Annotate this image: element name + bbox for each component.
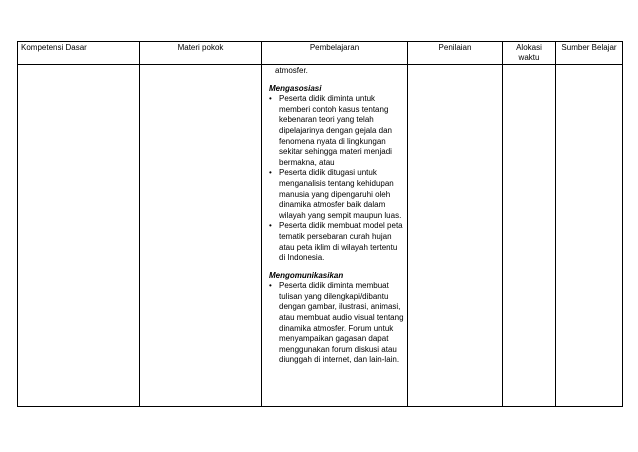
continued-text: atmosfer. [275,66,308,75]
list-item: • Peserta didik membuat model peta tematik persebaran curah hujan atau peta iklim di wilayah tertentu di Indonesia. [269,221,403,263]
cell-penilaian [408,65,503,407]
mengomunikasikan-list [269,281,404,366]
cell-alokasi-waktu [503,65,556,407]
section-title-mengasosiasi: Mengasosiasi [269,83,322,93]
bullet-icon: • [269,94,272,104]
list-item: • Peserta didik diminta untuk memberi contoh kasus tentang kebenaran teori yang telah dipelajarinya dengan gejala dan fenomena nyata di lingkungan sekitar sehingga materi menjadi bermakna, atau [269,94,392,167]
mengasosiasi-list [269,94,404,264]
pembelajaran-content [265,66,404,366]
bullet-icon: • [269,168,272,178]
bullet-icon: • [269,281,272,291]
header-sumber-belajar: Sumber Belajar [556,42,623,65]
cell-materi-pokok [140,65,262,407]
syllabus-table [17,41,623,407]
list-item: • Peserta didik ditugasi untuk menganalisis tentang kehidupan manusia yang dipengaruhi oleh dinamika atmosfer baik dalam wilayah yang sempit maupun luas. [269,168,402,220]
section-title-mengomunikasikan: Mengomunikasikan [269,270,344,280]
header-kompetensi-dasar: Kompetensi Dasar [18,42,140,65]
cell-sumber-belajar [556,65,623,407]
header-penilaian: Penilaian [408,42,503,65]
header-materi-pokok: Materi pokok [140,42,262,65]
cell-kompetensi-dasar [18,65,140,407]
bullet-icon: • [269,221,272,231]
list-item: • Peserta didik diminta membuat tulisan yang dilengkapi/dibantu dengan gambar, ilustrasi, animasi, atau membuat audio visual tentang dinamika atmosfer. Forum untuk menyampaikan gagasan dapat menggunakan forum diskusi atau diunggah di internet, dan lain-lain. [269,281,404,365]
cell-pembelajaran [262,65,408,407]
header-pembelajaran: Pembelajaran [262,42,408,65]
header-row [18,42,623,65]
table-row [18,65,623,407]
header-alokasi-waktu: Alokasi waktu [503,42,556,65]
